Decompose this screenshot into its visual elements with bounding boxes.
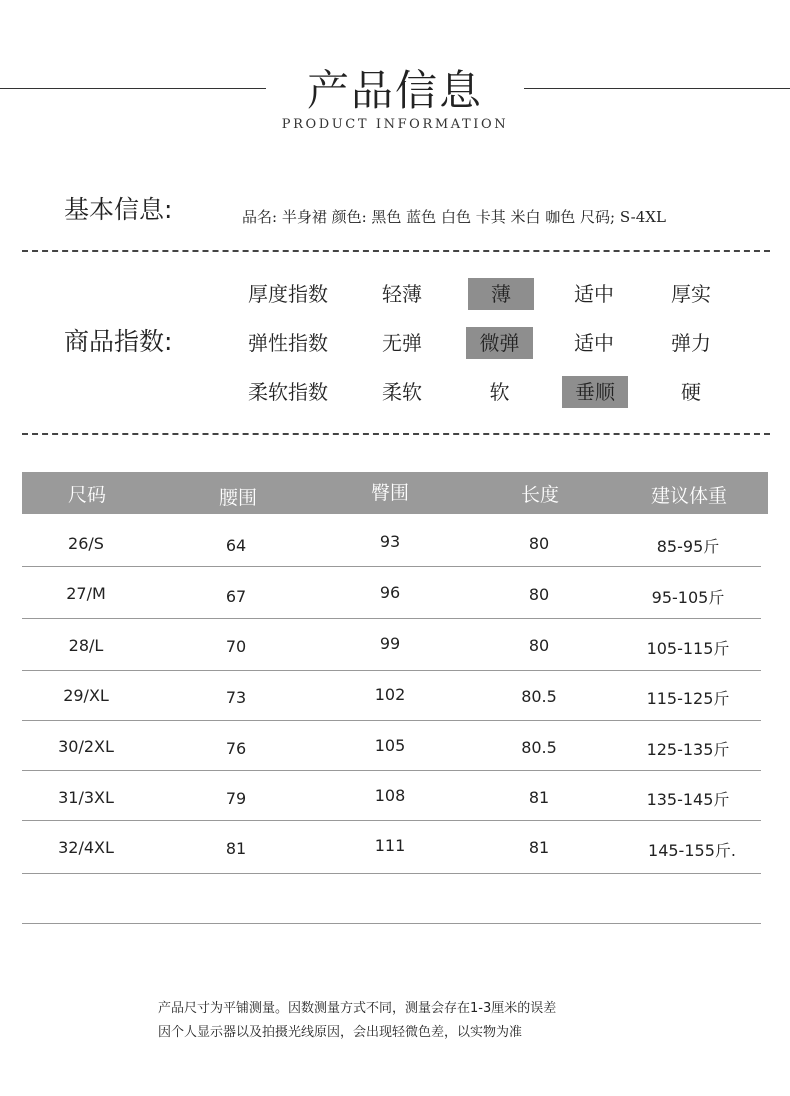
row-divider	[22, 820, 761, 821]
size-table-header-cell: 建议体重	[650, 485, 727, 507]
table-cell-weight: 125-135斤	[646, 740, 730, 759]
table-cell-waist: 79	[225, 789, 247, 808]
index-option: 软	[489, 380, 510, 404]
divider-top	[22, 250, 770, 252]
size-table-header-cell: 长度	[520, 484, 559, 506]
index-option: 适中	[574, 331, 614, 355]
table-cell-weight: 135-145斤	[646, 790, 730, 809]
table-cell-length: 80.5	[521, 738, 557, 757]
basic-info-label: 基本信息:	[64, 195, 173, 224]
table-cell-size: 30/2XL	[58, 737, 114, 756]
table-cell-length: 81	[528, 838, 550, 857]
row-divider	[22, 618, 761, 619]
basic-info-text: 品名: 半身裙 颜色: 黑色 蓝色 白色 卡其 米白 咖色 尺码; S-4XL	[242, 208, 666, 226]
table-cell-waist: 81	[225, 839, 247, 858]
table-cell-size: 31/3XL	[58, 788, 114, 807]
index-row-name: 柔软指数	[248, 380, 328, 404]
table-cell-hip: 96	[379, 583, 401, 602]
table-cell-size: 26/S	[68, 534, 104, 553]
index-option-selected: 微弹	[466, 327, 533, 359]
size-table-header-cell: 臀围	[370, 482, 409, 504]
table-cell-length: 80	[528, 534, 550, 553]
table-cell-size: 27/M	[66, 584, 106, 603]
index-row-name: 厚度指数	[248, 282, 328, 306]
row-divider	[22, 670, 761, 671]
index-label: 商品指数:	[64, 327, 173, 356]
index-option: 厚实	[671, 282, 711, 306]
table-cell-waist: 70	[225, 637, 247, 656]
table-cell-weight: 85-95斤	[656, 537, 720, 556]
table-cell-hip: 111	[374, 836, 406, 855]
table-cell-size: 32/4XL	[58, 838, 114, 857]
table-cell-waist: 73	[225, 688, 247, 707]
table-cell-hip: 105	[374, 736, 406, 755]
page-title: 产品信息	[306, 66, 483, 115]
row-divider	[22, 566, 761, 567]
table-cell-size: 28/L	[68, 636, 104, 655]
index-option-selected: 薄	[468, 278, 534, 310]
note-line-1: 产品尺寸为平铺测量。因数测量方式不同，测量会存在1-3厘米的误差	[158, 1001, 557, 1016]
index-option: 柔软	[382, 380, 422, 404]
size-table-header-cell: 腰围	[218, 487, 257, 509]
index-row-name: 弹性指数	[248, 331, 328, 355]
index-option: 适中	[574, 282, 614, 306]
table-cell-hip: 102	[374, 685, 406, 704]
note-line-2: 因个人显示器以及拍摄光线原因，会出现轻微色差，以实物为准	[158, 1025, 523, 1040]
index-option: 无弹	[382, 331, 422, 355]
table-cell-weight: 105-115斤	[646, 639, 730, 658]
table-cell-size: 29/XL	[63, 686, 109, 705]
row-divider	[22, 770, 761, 771]
row-divider	[22, 720, 761, 721]
page-subtitle: PRODUCT INFORMATION	[281, 117, 509, 132]
index-option: 弹力	[671, 331, 711, 355]
table-cell-hip: 99	[379, 634, 401, 653]
table-bottom-line	[22, 923, 761, 924]
divider-bottom	[22, 433, 770, 435]
table-cell-length: 80	[528, 585, 550, 604]
table-cell-hip: 108	[374, 786, 406, 805]
size-table-header-cell: 尺码	[67, 484, 106, 506]
size-table-header	[22, 472, 768, 514]
index-option: 硬	[681, 380, 701, 404]
table-cell-waist: 64	[225, 536, 247, 555]
table-cell-waist: 67	[225, 587, 247, 606]
index-option: 轻薄	[382, 282, 422, 306]
table-cell-hip: 93	[379, 532, 401, 551]
table-cell-length: 80.5	[521, 687, 557, 706]
table-cell-weight: 115-125斤	[646, 689, 730, 708]
table-cell-weight: 95-105斤	[651, 588, 725, 607]
table-cell-length: 81	[528, 788, 550, 807]
row-divider	[22, 873, 761, 874]
table-cell-waist: 76	[225, 739, 247, 758]
table-cell-weight: 145-155斤.	[648, 841, 736, 860]
table-cell-length: 80	[528, 636, 550, 655]
index-option-selected: 垂顺	[562, 376, 628, 408]
